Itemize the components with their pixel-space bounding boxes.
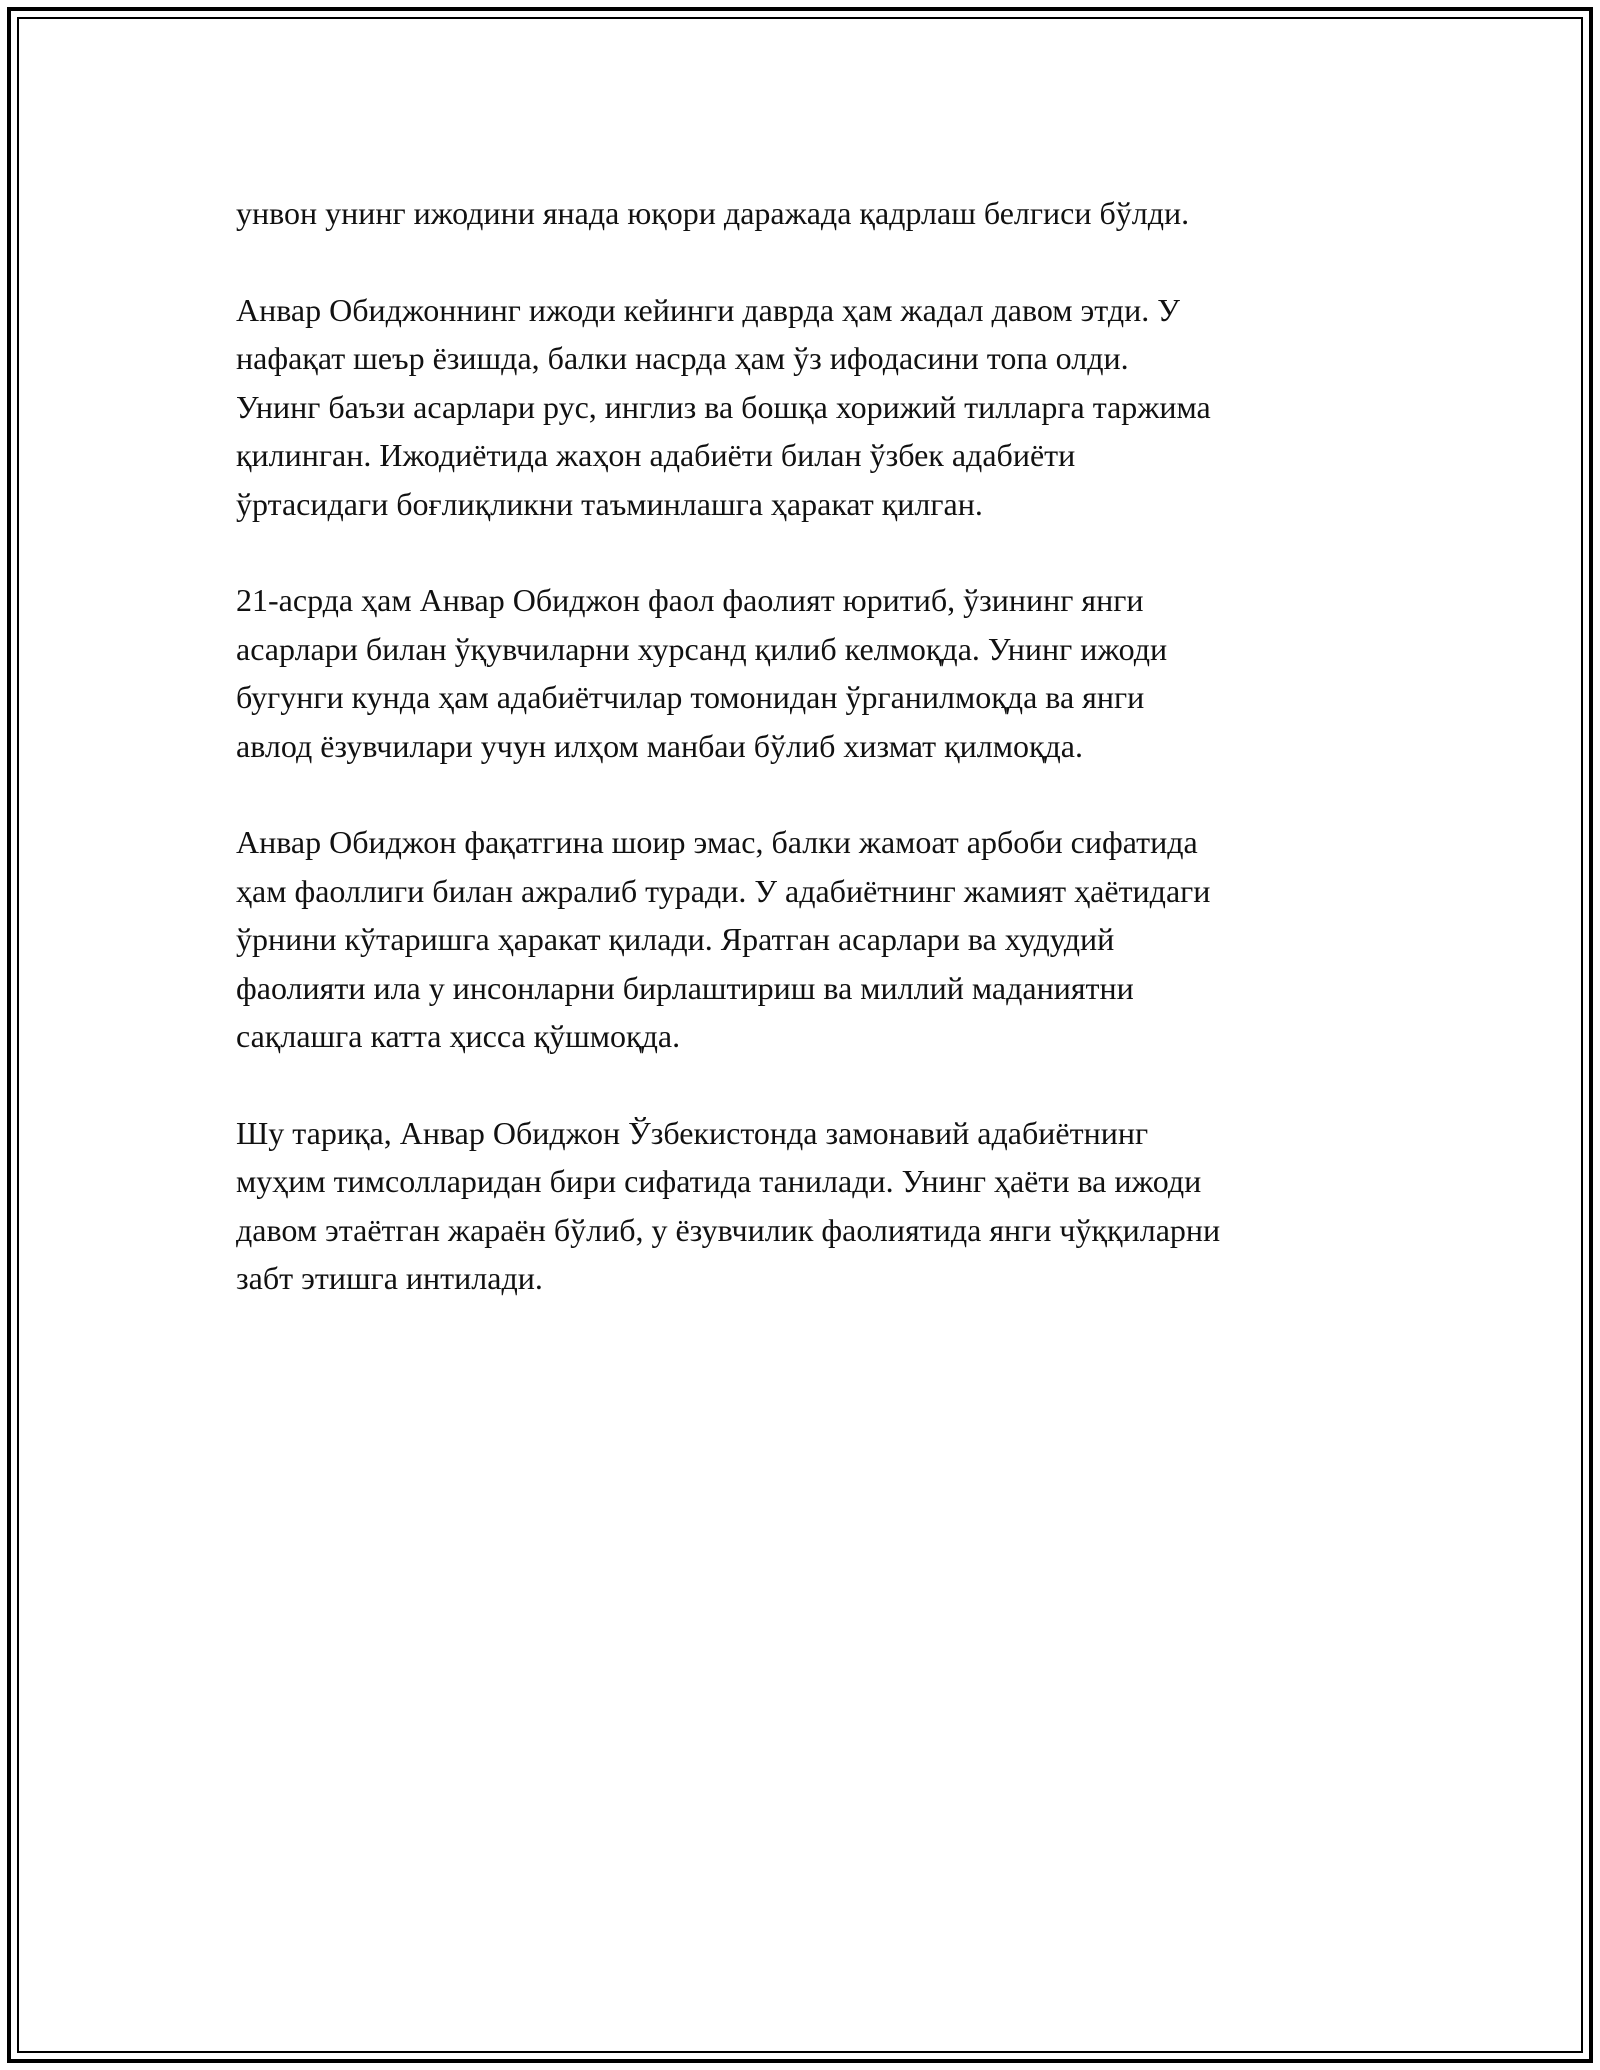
paragraph-2: Анвар Обиджоннинг ижоди кейинги даврда ҳам жадал давом этди. У нафақат шеър ёзишда, балки насрда ҳам ўз ифодасини топа олди. Унинг баъзи асарлари рус, инглиз ва бошқа хорижий тилларга таржима қилинган. Ижодиётида жаҳон адабиёти билан ўзбек адабиёти ўртасидаги боғлиқликни таъминлашга ҳаракат қилган.	[236, 291, 1211, 522]
paragraph-4: Анвар Обиджон фақатгина шоир эмас, балки жамоат арбоби сифатида ҳам фаоллиги билан ажралиб туради. У адабиётнинг жамият ҳаётидаги ўрнини кўтаришга ҳаракат қилади. Яратган асарлари ва худудий фаолияти ила у инсонларни бирлаштириш ва миллий маданиятни сақлашга катта ҳисса қўшмоқда.	[236, 824, 1211, 1054]
paragraph-1: унвон унинг ижодини янада юқори даражада қадрлаш белгиси бўлди.	[236, 195, 1190, 231]
document-body	[236, 189, 1386, 1351]
paragraph-5: Шу тариқа, Анвар Обиджон Ўзбекистонда замонавий адабиётнинг муҳим тимсолларидан бири сифатида танилади. Унинг ҳаёти ва ижоди давом этаётган жараён бўлиб, у ёзувчилик фаолиятида янги чўққиларни забт этишга интилади.	[236, 1114, 1221, 1296]
paragraph-3: 21-асрда ҳам Анвар Обиджон фаол фаолият юритиб, ўзининг янги асарлари билан ўқувчиларни хурсанд қилиб келмоқда. Унинг ижоди бугунги кунда ҳам адабиётчилар томонидан ўрганилмоқда ва янги авлод ёзувчилари учун илҳом манбаи бўлиб хизмат қилмоқда.	[236, 582, 1168, 764]
